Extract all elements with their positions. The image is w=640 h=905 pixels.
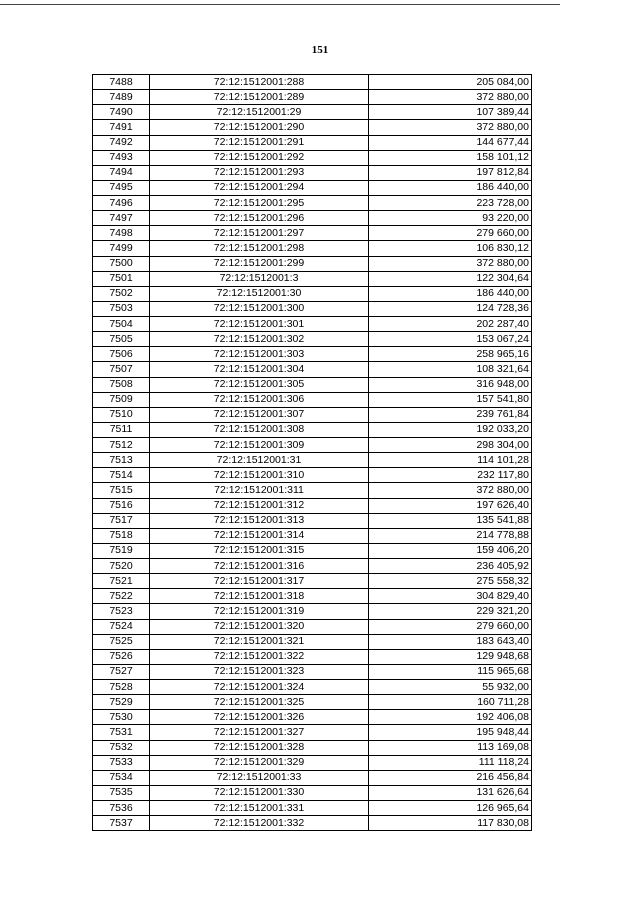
cadastral-number-cell: 72:12:1512001:325 (150, 695, 369, 710)
table-row (93, 150, 532, 165)
table-row (93, 301, 532, 316)
cadastral-number-cell: 72:12:1512001:290 (150, 120, 369, 135)
value-cell: 129 948,68 (369, 649, 532, 664)
cadastral-number-cell: 72:12:1512001:313 (150, 513, 369, 528)
cadastral-number-cell: 72:12:1512001:322 (150, 649, 369, 664)
row-number-cell: 7496 (93, 196, 150, 211)
row-number-cell: 7530 (93, 710, 150, 725)
value-cell: 108 321,64 (369, 362, 532, 377)
cadastral-number-cell: 72:12:1512001:33 (150, 770, 369, 785)
value-cell: 258 965,16 (369, 347, 532, 362)
value-cell: 197 626,40 (369, 498, 532, 513)
cadastral-number-cell: 72:12:1512001:324 (150, 680, 369, 695)
row-number-cell: 7518 (93, 528, 150, 543)
value-cell: 93 220,00 (369, 211, 532, 226)
cadastral-number-cell: 72:12:1512001:293 (150, 165, 369, 180)
page-number: 151 (311, 44, 329, 56)
cadastral-number-cell: 72:12:1512001:331 (150, 801, 369, 816)
table-row (93, 317, 532, 332)
table-row (93, 392, 532, 407)
table-row (93, 75, 532, 90)
table-row (93, 438, 532, 453)
cadastral-number-cell: 72:12:1512001:311 (150, 483, 369, 498)
cadastral-number-cell: 72:12:1512001:300 (150, 301, 369, 316)
table-row (93, 664, 532, 679)
table-row (93, 513, 532, 528)
value-cell: 372 880,00 (369, 483, 532, 498)
cadastral-number-cell: 72:12:1512001:31 (150, 453, 369, 468)
row-number-cell: 7491 (93, 120, 150, 135)
row-number-cell: 7533 (93, 755, 150, 770)
row-number-cell: 7524 (93, 619, 150, 634)
value-cell: 159 406,20 (369, 543, 532, 558)
table-row (93, 634, 532, 649)
cadastral-number-cell: 72:12:1512001:317 (150, 574, 369, 589)
value-cell: 279 660,00 (369, 226, 532, 241)
cadastral-number-cell: 72:12:1512001:302 (150, 332, 369, 347)
table-row (93, 604, 532, 619)
row-number-cell: 7508 (93, 377, 150, 392)
cadastral-number-cell: 72:12:1512001:321 (150, 634, 369, 649)
cadastral-number-cell: 72:12:1512001:332 (150, 816, 369, 831)
row-number-cell: 7527 (93, 664, 150, 679)
row-number-cell: 7503 (93, 301, 150, 316)
cadastral-number-cell: 72:12:1512001:30 (150, 286, 369, 301)
cadastral-number-cell: 72:12:1512001:318 (150, 589, 369, 604)
row-number-cell: 7499 (93, 241, 150, 256)
row-number-cell: 7516 (93, 498, 150, 513)
cadastral-number-cell: 72:12:1512001:292 (150, 150, 369, 165)
cadastral-number-cell: 72:12:1512001:314 (150, 528, 369, 543)
registry-table (92, 74, 532, 831)
table-row (93, 135, 532, 150)
value-cell: 192 033,20 (369, 422, 532, 437)
cadastral-number-cell: 72:12:1512001:295 (150, 196, 369, 211)
row-number-cell: 7519 (93, 543, 150, 558)
table-row (93, 619, 532, 634)
row-number-cell: 7501 (93, 271, 150, 286)
table-row (93, 574, 532, 589)
row-number-cell: 7504 (93, 317, 150, 332)
table-row (93, 407, 532, 422)
cadastral-number-cell: 72:12:1512001:308 (150, 422, 369, 437)
value-cell: 304 829,40 (369, 589, 532, 604)
value-cell: 55 932,00 (369, 680, 532, 695)
table-row (93, 180, 532, 195)
row-number-cell: 7497 (93, 211, 150, 226)
cadastral-number-cell: 72:12:1512001:316 (150, 559, 369, 574)
table-row (93, 211, 532, 226)
row-number-cell: 7521 (93, 574, 150, 589)
cadastral-number-cell: 72:12:1512001:326 (150, 710, 369, 725)
row-number-cell: 7509 (93, 392, 150, 407)
table-row (93, 256, 532, 271)
row-number-cell: 7493 (93, 150, 150, 165)
table-row (93, 498, 532, 513)
table-row (93, 483, 532, 498)
row-number-cell: 7536 (93, 801, 150, 816)
value-cell: 135 541,88 (369, 513, 532, 528)
cadastral-number-cell: 72:12:1512001:327 (150, 725, 369, 740)
value-cell: 111 118,24 (369, 755, 532, 770)
cadastral-number-cell: 72:12:1512001:310 (150, 468, 369, 483)
value-cell: 202 287,40 (369, 317, 532, 332)
row-number-cell: 7490 (93, 105, 150, 120)
row-number-cell: 7511 (93, 422, 150, 437)
row-number-cell: 7537 (93, 816, 150, 831)
row-number-cell: 7500 (93, 256, 150, 271)
cadastral-number-cell: 72:12:1512001:329 (150, 755, 369, 770)
table-row (93, 90, 532, 105)
row-number-cell: 7526 (93, 649, 150, 664)
table-row (93, 801, 532, 816)
cadastral-number-cell: 72:12:1512001:291 (150, 135, 369, 150)
cadastral-number-cell: 72:12:1512001:306 (150, 392, 369, 407)
table-row (93, 453, 532, 468)
row-number-cell: 7510 (93, 407, 150, 422)
value-cell: 197 812,84 (369, 165, 532, 180)
table-row (93, 785, 532, 800)
table-row (93, 755, 532, 770)
table-row (93, 377, 532, 392)
row-number-cell: 7488 (93, 75, 150, 90)
value-cell: 279 660,00 (369, 619, 532, 634)
value-cell: 186 440,00 (369, 286, 532, 301)
value-cell: 223 728,00 (369, 196, 532, 211)
row-number-cell: 7512 (93, 438, 150, 453)
value-cell: 153 067,24 (369, 332, 532, 347)
value-cell: 372 880,00 (369, 90, 532, 105)
row-number-cell: 7531 (93, 725, 150, 740)
table-row (93, 468, 532, 483)
value-cell: 144 677,44 (369, 135, 532, 150)
table-row (93, 347, 532, 362)
cadastral-number-cell: 72:12:1512001:294 (150, 180, 369, 195)
cadastral-number-cell: 72:12:1512001:289 (150, 90, 369, 105)
table-row (93, 710, 532, 725)
table-row (93, 422, 532, 437)
table-row (93, 332, 532, 347)
value-cell: 195 948,44 (369, 725, 532, 740)
value-cell: 115 965,68 (369, 664, 532, 679)
table-row (93, 120, 532, 135)
value-cell: 107 389,44 (369, 105, 532, 120)
value-cell: 124 728,36 (369, 301, 532, 316)
table-row (93, 725, 532, 740)
row-number-cell: 7507 (93, 362, 150, 377)
cadastral-number-cell: 72:12:1512001:330 (150, 785, 369, 800)
value-cell: 114 101,28 (369, 453, 532, 468)
cadastral-number-cell: 72:12:1512001:307 (150, 407, 369, 422)
cadastral-number-cell: 72:12:1512001:309 (150, 438, 369, 453)
value-cell: 113 169,08 (369, 740, 532, 755)
row-number-cell: 7520 (93, 559, 150, 574)
row-number-cell: 7515 (93, 483, 150, 498)
value-cell: 316 948,00 (369, 377, 532, 392)
table-row (93, 816, 532, 831)
row-number-cell: 7505 (93, 332, 150, 347)
row-number-cell: 7535 (93, 785, 150, 800)
value-cell: 372 880,00 (369, 120, 532, 135)
cadastral-number-cell: 72:12:1512001:301 (150, 317, 369, 332)
value-cell: 186 440,00 (369, 180, 532, 195)
cadastral-number-cell: 72:12:1512001:303 (150, 347, 369, 362)
cadastral-number-cell: 72:12:1512001:297 (150, 226, 369, 241)
cadastral-number-cell: 72:12:1512001:288 (150, 75, 369, 90)
value-cell: 117 830,08 (369, 816, 532, 831)
row-number-cell: 7502 (93, 286, 150, 301)
cadastral-number-cell: 72:12:1512001:323 (150, 664, 369, 679)
registry-table-body (93, 75, 532, 831)
table-row (93, 528, 532, 543)
table-row (93, 286, 532, 301)
value-cell: 239 761,84 (369, 407, 532, 422)
value-cell: 232 117,80 (369, 468, 532, 483)
row-number-cell: 7525 (93, 634, 150, 649)
table-row (93, 680, 532, 695)
cadastral-number-cell: 72:12:1512001:3 (150, 271, 369, 286)
row-number-cell: 7492 (93, 135, 150, 150)
row-number-cell: 7529 (93, 695, 150, 710)
value-cell: 160 711,28 (369, 695, 532, 710)
value-cell: 157 541,80 (369, 392, 532, 407)
table-row (93, 165, 532, 180)
table-row (93, 589, 532, 604)
table-row (93, 649, 532, 664)
value-cell: 236 405,92 (369, 559, 532, 574)
cadastral-number-cell: 72:12:1512001:328 (150, 740, 369, 755)
value-cell: 122 304,64 (369, 271, 532, 286)
cadastral-number-cell: 72:12:1512001:299 (150, 256, 369, 271)
row-number-cell: 7523 (93, 604, 150, 619)
value-cell: 106 830,12 (369, 241, 532, 256)
row-number-cell: 7513 (93, 453, 150, 468)
cadastral-number-cell: 72:12:1512001:320 (150, 619, 369, 634)
table-row (93, 196, 532, 211)
cadastral-number-cell: 72:12:1512001:296 (150, 211, 369, 226)
row-number-cell: 7489 (93, 90, 150, 105)
cadastral-number-cell: 72:12:1512001:315 (150, 543, 369, 558)
row-number-cell: 7534 (93, 770, 150, 785)
row-number-cell: 7517 (93, 513, 150, 528)
cadastral-number-cell: 72:12:1512001:29 (150, 105, 369, 120)
value-cell: 158 101,12 (369, 150, 532, 165)
value-cell: 214 778,88 (369, 528, 532, 543)
cadastral-number-cell: 72:12:1512001:304 (150, 362, 369, 377)
row-number-cell: 7522 (93, 589, 150, 604)
cadastral-number-cell: 72:12:1512001:312 (150, 498, 369, 513)
cadastral-number-cell: 72:12:1512001:319 (150, 604, 369, 619)
value-cell: 372 880,00 (369, 256, 532, 271)
table-row (93, 695, 532, 710)
row-number-cell: 7528 (93, 680, 150, 695)
value-cell: 183 643,40 (369, 634, 532, 649)
row-number-cell: 7494 (93, 165, 150, 180)
row-number-cell: 7532 (93, 740, 150, 755)
table-row (93, 770, 532, 785)
cadastral-number-cell: 72:12:1512001:298 (150, 241, 369, 256)
value-cell: 192 406,08 (369, 710, 532, 725)
value-cell: 216 456,84 (369, 770, 532, 785)
table-row (93, 740, 532, 755)
value-cell: 229 321,20 (369, 604, 532, 619)
value-cell: 131 626,64 (369, 785, 532, 800)
row-number-cell: 7495 (93, 180, 150, 195)
table-row (93, 105, 532, 120)
top-rule (0, 4, 560, 5)
row-number-cell: 7514 (93, 468, 150, 483)
cadastral-number-cell: 72:12:1512001:305 (150, 377, 369, 392)
value-cell: 275 558,32 (369, 574, 532, 589)
row-number-cell: 7498 (93, 226, 150, 241)
value-cell: 298 304,00 (369, 438, 532, 453)
table-row (93, 559, 532, 574)
table-row (93, 241, 532, 256)
table-row (93, 362, 532, 377)
value-cell: 205 084,00 (369, 75, 532, 90)
table-row (93, 226, 532, 241)
value-cell: 126 965,64 (369, 801, 532, 816)
table-row (93, 271, 532, 286)
row-number-cell: 7506 (93, 347, 150, 362)
table-row (93, 543, 532, 558)
